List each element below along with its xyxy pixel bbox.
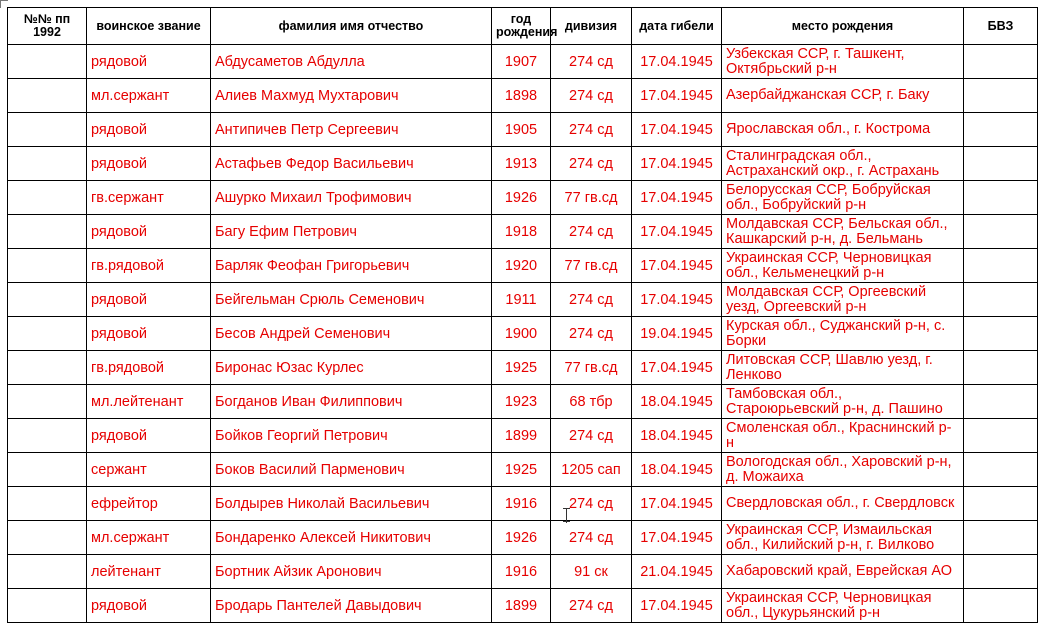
cell-place: Хабаровский край, Еврейская АО xyxy=(722,555,964,589)
cell-name: Боков Василий Парменович xyxy=(211,453,492,487)
cell-bvz xyxy=(964,487,1038,521)
cell-bvz xyxy=(964,45,1038,79)
cell-name: Бортник Айзик Аронович xyxy=(211,555,492,589)
table-row xyxy=(8,113,1038,147)
header-name: фамилия имя отчество xyxy=(211,8,492,45)
cell-year: 1926 xyxy=(492,181,551,215)
cell-no xyxy=(8,555,87,589)
cell-bvz xyxy=(964,317,1038,351)
cell-rank: мл.сержант xyxy=(87,521,211,555)
cell-division: 274 сд xyxy=(551,487,632,521)
cell-division: 77 гв.сд xyxy=(551,249,632,283)
cell-date: 17.04.1945 xyxy=(632,79,722,113)
cell-date: 19.04.1945 xyxy=(632,317,722,351)
cell-division: 77 гв.сд xyxy=(551,351,632,385)
cell-division: 274 сд xyxy=(551,79,632,113)
cell-name: Бондаренко Алексей Никитович xyxy=(211,521,492,555)
cell-bvz xyxy=(964,181,1038,215)
cell-bvz xyxy=(964,385,1038,419)
cell-rank: мл.лейтенант xyxy=(87,385,211,419)
cell-place: Украинская ССР, Черновицкая обл., Цукурьянский р-н xyxy=(722,589,964,623)
cell-rank: гв.рядовой xyxy=(87,249,211,283)
cell-bvz xyxy=(964,589,1038,623)
cell-place: Молдавская ССР, Оргеевский уезд, Оргеевский р-н xyxy=(722,283,964,317)
cell-place: Курская обл., Суджанский р-н, с. Борки xyxy=(722,317,964,351)
cell-bvz xyxy=(964,147,1038,181)
cell-division: 274 сд xyxy=(551,521,632,555)
cell-place: Азербайджанская ССР, г. Баку xyxy=(722,79,964,113)
cell-no xyxy=(8,215,87,249)
header-rank: воинское звание xyxy=(87,8,211,45)
cell-year: 1916 xyxy=(492,555,551,589)
cell-division: 274 сд xyxy=(551,45,632,79)
cell-date: 18.04.1945 xyxy=(632,385,722,419)
cell-rank: рядовой xyxy=(87,419,211,453)
table-row xyxy=(8,351,1038,385)
text-cursor-icon xyxy=(563,508,571,524)
cell-division: 1205 сап xyxy=(551,453,632,487)
cell-name: Богданов Иван Филиппович xyxy=(211,385,492,419)
cell-rank: рядовой xyxy=(87,45,211,79)
cell-place: Смоленская обл., Краснинский р-н xyxy=(722,419,964,453)
cell-division: 274 сд xyxy=(551,317,632,351)
cell-no xyxy=(8,113,87,147)
cell-division: 77 гв.сд xyxy=(551,181,632,215)
cell-bvz xyxy=(964,113,1038,147)
cell-no xyxy=(8,351,87,385)
cell-name: Багу Ефим Петрович xyxy=(211,215,492,249)
cell-place: Белорусская ССР, Бобруйская обл., Бобруйский р-н xyxy=(722,181,964,215)
cell-place: Свердловская обл., г. Свердловск xyxy=(722,487,964,521)
cell-year: 1923 xyxy=(492,385,551,419)
cell-rank: рядовой xyxy=(87,317,211,351)
cell-rank: гв.сержант xyxy=(87,181,211,215)
cell-division: 274 сд xyxy=(551,147,632,181)
cell-place: Ярославская обл., г. Кострома xyxy=(722,113,964,147)
table-row xyxy=(8,79,1038,113)
cell-no xyxy=(8,521,87,555)
cell-name: Бейгельман Срюль Семенович xyxy=(211,283,492,317)
cell-year: 1900 xyxy=(492,317,551,351)
cell-bvz xyxy=(964,419,1038,453)
cell-place: Узбекская ССР, г. Ташкент, Октябрьский р-н xyxy=(722,45,964,79)
table-row xyxy=(8,249,1038,283)
cell-division: 274 сд xyxy=(551,113,632,147)
cell-date: 18.04.1945 xyxy=(632,419,722,453)
cell-no xyxy=(8,249,87,283)
cell-bvz xyxy=(964,215,1038,249)
cell-bvz xyxy=(964,453,1038,487)
cell-year: 1916 xyxy=(492,487,551,521)
cell-place: Сталинградская обл., Астраханский окр., г. Астрахань xyxy=(722,147,964,181)
cell-no xyxy=(8,181,87,215)
cell-place: Украинская ССР, Черновицкая обл., Кельменецкий р-н xyxy=(722,249,964,283)
cell-no xyxy=(8,45,87,79)
cell-year: 1911 xyxy=(492,283,551,317)
cell-name: Антипичев Петр Сергеевич xyxy=(211,113,492,147)
cell-bvz xyxy=(964,283,1038,317)
table-row xyxy=(8,317,1038,351)
cell-no xyxy=(8,453,87,487)
cell-rank: ефрейтор xyxy=(87,487,211,521)
cell-no xyxy=(8,419,87,453)
cell-bvz xyxy=(964,555,1038,589)
cell-no xyxy=(8,487,87,521)
cell-date: 17.04.1945 xyxy=(632,181,722,215)
cell-no xyxy=(8,283,87,317)
cell-place: Вологодская обл., Харовский р-н, д. Можаиха xyxy=(722,453,964,487)
cell-rank: рядовой xyxy=(87,113,211,147)
cell-name: Абдусаметов Абдулла xyxy=(211,45,492,79)
cell-division: 274 сд xyxy=(551,419,632,453)
header-place: место рождения xyxy=(722,8,964,45)
table-row xyxy=(8,453,1038,487)
cell-name: Ашурко Михаил Трофимович xyxy=(211,181,492,215)
cell-bvz xyxy=(964,249,1038,283)
table-row xyxy=(8,521,1038,555)
header-row xyxy=(8,8,1038,45)
table-row xyxy=(8,215,1038,249)
cell-no xyxy=(8,317,87,351)
table-row xyxy=(8,147,1038,181)
cell-division: 91 ск xyxy=(551,555,632,589)
cell-date: 17.04.1945 xyxy=(632,521,722,555)
cell-year: 1899 xyxy=(492,589,551,623)
cell-date: 17.04.1945 xyxy=(632,113,722,147)
cell-name: Барляк Феофан Григорьевич xyxy=(211,249,492,283)
header-year: год рождения xyxy=(492,8,551,45)
cell-name: Астафьев Федор Васильевич xyxy=(211,147,492,181)
cell-place: Литовская ССР, Шавлю уезд, г. Ленково xyxy=(722,351,964,385)
cell-year: 1913 xyxy=(492,147,551,181)
cell-name: Бесов Андрей Семенович xyxy=(211,317,492,351)
cell-year: 1898 xyxy=(492,79,551,113)
cell-date: 17.04.1945 xyxy=(632,147,722,181)
cell-year: 1925 xyxy=(492,453,551,487)
cell-place: Украинская ССР, Измаильская обл., Килийский р-н, г. Вилково xyxy=(722,521,964,555)
cell-rank: сержант xyxy=(87,453,211,487)
cell-year: 1899 xyxy=(492,419,551,453)
cell-date: 17.04.1945 xyxy=(632,45,722,79)
cell-division: 274 сд xyxy=(551,283,632,317)
cell-name: Алиев Махмуд Мухтарович xyxy=(211,79,492,113)
cell-division: 274 сд xyxy=(551,215,632,249)
cell-rank: лейтенант xyxy=(87,555,211,589)
cell-rank: рядовой xyxy=(87,283,211,317)
cell-place: Молдавская ССР, Бельская обл., Кашкарский р-н, д. Бельмань xyxy=(722,215,964,249)
cell-name: Болдырев Николай Васильевич xyxy=(211,487,492,521)
cell-bvz xyxy=(964,521,1038,555)
cell-rank: мл.сержант xyxy=(87,79,211,113)
cell-date: 17.04.1945 xyxy=(632,589,722,623)
cell-name: Бойков Георгий Петрович xyxy=(211,419,492,453)
cell-year: 1905 xyxy=(492,113,551,147)
cell-year: 1925 xyxy=(492,351,551,385)
cell-bvz xyxy=(964,79,1038,113)
cell-name: Бродарь Пантелей Давыдович xyxy=(211,589,492,623)
cell-place: Тамбовская обл., Староюрьевский р-н, д. Пашино xyxy=(722,385,964,419)
cell-rank: рядовой xyxy=(87,215,211,249)
cell-date: 17.04.1945 xyxy=(632,283,722,317)
table-row xyxy=(8,487,1038,521)
table-row xyxy=(8,45,1038,79)
header-date: дата гибели xyxy=(632,8,722,45)
cell-date: 18.04.1945 xyxy=(632,453,722,487)
cell-division: 274 сд xyxy=(551,589,632,623)
cell-no xyxy=(8,589,87,623)
cell-year: 1918 xyxy=(492,215,551,249)
header-bvz: БВЗ xyxy=(964,8,1038,45)
table-row xyxy=(8,181,1038,215)
cell-year: 1907 xyxy=(492,45,551,79)
cell-year: 1926 xyxy=(492,521,551,555)
cell-bvz xyxy=(964,351,1038,385)
header-division: дивизия xyxy=(551,8,632,45)
table-row xyxy=(8,555,1038,589)
cell-name: Биронас Юзас Курлес xyxy=(211,351,492,385)
cell-rank: рядовой xyxy=(87,589,211,623)
casualty-table xyxy=(7,7,1038,623)
cell-no xyxy=(8,385,87,419)
cell-date: 17.04.1945 xyxy=(632,249,722,283)
cell-date: 17.04.1945 xyxy=(632,215,722,249)
cell-rank: гв.рядовой xyxy=(87,351,211,385)
cell-date: 17.04.1945 xyxy=(632,351,722,385)
header-no: №№ пп 1992 xyxy=(8,8,87,45)
table-row xyxy=(8,283,1038,317)
cell-date: 17.04.1945 xyxy=(632,487,722,521)
cell-rank: рядовой xyxy=(87,147,211,181)
cell-no xyxy=(8,79,87,113)
table-row xyxy=(8,385,1038,419)
cell-year: 1920 xyxy=(492,249,551,283)
cell-no xyxy=(8,147,87,181)
cell-division: 68 тбр xyxy=(551,385,632,419)
table-row xyxy=(8,419,1038,453)
cell-date: 21.04.1945 xyxy=(632,555,722,589)
table-row xyxy=(8,589,1038,623)
